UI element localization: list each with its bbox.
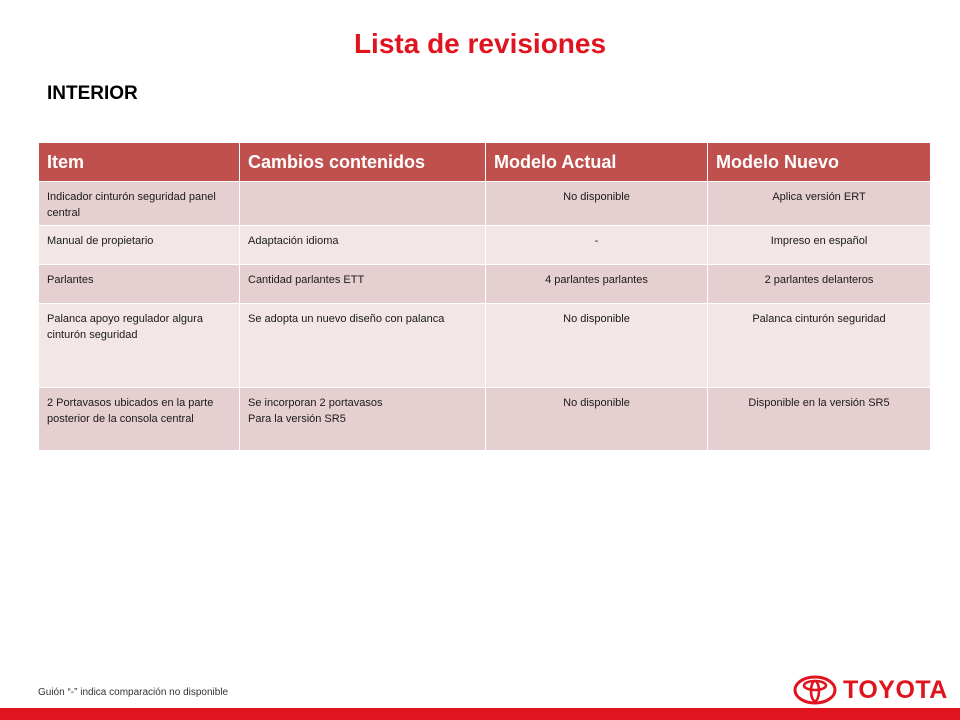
table-cell: 4 parlantes parlantes [486,265,708,304]
toyota-emblem-icon [793,675,837,705]
table-cell: No disponible [486,304,708,388]
table-cell: Parlantes [39,265,240,304]
table-cell: Indicador cinturón seguridad panel central [39,182,240,226]
table-cell: No disponible [486,182,708,226]
table-cell: 2 parlantes delanteros [708,265,931,304]
table-cell: Palanca cinturón seguridad [708,304,931,388]
column-header-current-model: Modelo Actual [486,143,708,182]
table-cell: Disponible en la versión SR5 [708,388,931,451]
table-cell: Impreso en español [708,226,931,265]
table-cell: - [486,226,708,265]
table-header-row [39,143,931,182]
logo-text: TOYOTA [843,675,948,704]
table-row [39,226,931,265]
table-cell: Cantidad parlantes ETT [240,265,486,304]
bottom-accent-bar [0,708,960,720]
table-row [39,388,931,451]
revisions-table [38,142,931,451]
column-header-item: Item [39,143,240,182]
table-cell: Adaptación idioma [240,226,486,265]
table-row [39,265,931,304]
table-cell: Se incorporan 2 portavasos Para la versión SR5 [240,388,486,451]
table-cell: 2 Portavasos ubicados en la parte posterior de la consola central [39,388,240,451]
column-header-new-model: Modelo Nuevo [708,143,931,182]
toyota-logo [793,672,948,708]
column-header-changes: Cambios contenidos [240,143,486,182]
table-row [39,182,931,226]
table-cell: No disponible [486,388,708,451]
table-cell [240,182,486,226]
table-cell: Se adopta un nuevo diseño con palanca [240,304,486,388]
table-cell: Aplica versión ERT [708,182,931,226]
footnote: Guión “-” indica comparación no disponible [38,687,229,698]
table-row [39,304,931,388]
table-cell: Manual de propietario [39,226,240,265]
table-cell: Palanca apoyo regulador algura cinturón seguridad [39,304,240,388]
page-title: Lista de revisiones [353,28,607,59]
section-heading: INTERIOR [47,83,138,104]
